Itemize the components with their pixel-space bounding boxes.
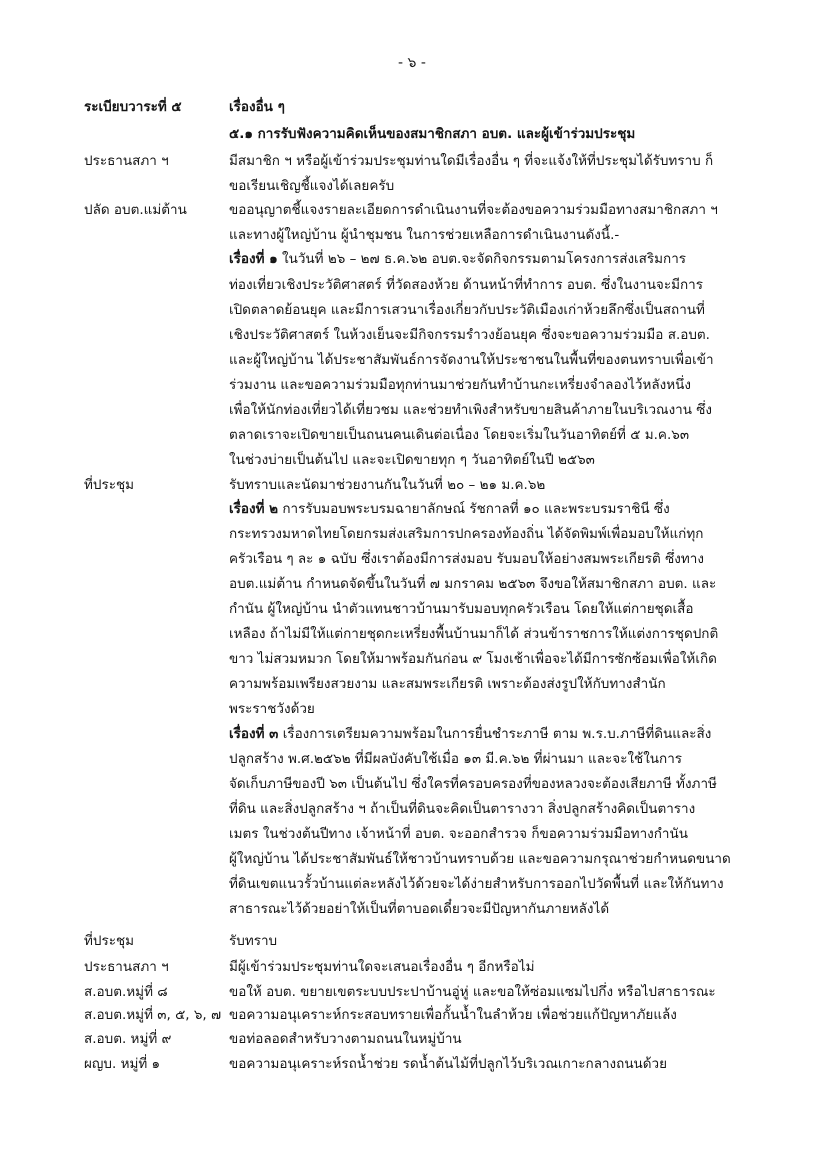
item-text: พระราชวังด้วย bbox=[229, 701, 315, 717]
item-text: สาธารณะไว้ด้วยอย่าให้เป็นที่ตาบอดเดี๋ยวจะมีปัญหากันภายหลังได้ bbox=[229, 901, 610, 917]
item-text: ท่องเที่ยวเชิงประวัติศาสตร์ ที่วัดสองห้วย ด้านหน้าที่ทำการ อบต. ซึ่งในงานจะมีการ bbox=[229, 277, 703, 293]
resolution-text: รับทราบ bbox=[229, 933, 278, 949]
item-first-line bbox=[229, 497, 670, 519]
item-text: เชิงประวัติศาสตร์ ในห้วงเย็นจะมีกิจกรรมรำวงย้อนยุค ซึ่งจะขอความร่วมมือ ส.อบต. bbox=[229, 327, 710, 343]
item-text: ปลูกสร้าง พ.ศ.๒๕๖๒ ที่มีผลบังคับใช้เมื่อ ๑๓ มี.ค.๖๒ ที่ผ่านมา และจะใช้ในการ bbox=[229, 751, 683, 767]
item-text: ในช่วงบ่ายเป็นต้นไป และจะเปิดขายทุก ๆ วันอาทิตย์ในปี ๒๕๖๓ bbox=[229, 452, 595, 468]
item-text: จัดเก็บภาษีของปี ๖๓ เป็นต้นไป ซึ่งใครที่ครอบครองที่ของหลวงจะต้องเสียภาษี ทั้งภาษี bbox=[229, 776, 717, 792]
item-text: กำนัน ผู้ใหญ่บ้าน นำตัวแทนชาวบ้านมารับมอบทุกครัวเรือน โดยให้แต่กายชุดเสื้อ bbox=[229, 601, 694, 617]
item-text: และผู้ใหญ่บ้าน ได้ประชาสัมพันธ์การจัดงานให้ประชาชนในพื้นที่ของตนทราบเพื่อเข้า bbox=[229, 352, 714, 368]
item-heading: เรื่องที่ ๒ bbox=[229, 501, 279, 517]
page-number: - ๖ - bbox=[398, 55, 426, 71]
item-text: การรับมอบพระบรมฉายาลักษณ์ รัชกาลที่ ๑๐ และพระบรมราชินี ซึ่ง bbox=[278, 501, 670, 517]
agenda-title: เรื่องอื่น ๆ bbox=[229, 99, 285, 115]
item-text: ขาว ไม่สวมหมวก โดยให้มาพร้อมกันก่อน ๙ โมงเช้าเพื่อจะได้มีการซักซ้อมเพื่อให้เกิด bbox=[229, 651, 717, 667]
request-text: ขอท่อลอดสำหรับวางตามถนนในหมู่บ้าน bbox=[229, 1031, 462, 1047]
item-text: เมตร ในช่วงต้นปีทาง เจ้าหน้าที่ อบต. จะออกสำรวจ ก็ขอความร่วมมือทางกำนัน bbox=[229, 826, 688, 842]
agenda-label: ระเบียบวาระที่ ๕ bbox=[84, 99, 182, 115]
request-label: ส.อบต.หมู่ที่ ๓, ๕, ๖, ๗ bbox=[84, 1007, 222, 1023]
item-text: ที่ดิน และสิ่งปลูกสร้าง ฯ ถ้าเป็นที่ดินจะคิดเป็นตารางวา สิ่งปลูกสร้างคิดเป็นตาราง bbox=[229, 801, 696, 817]
resolution-text: รับทราบและนัดมาช่วยงานกันในวันที่ ๒๐ – ๒๑ ม.ค.๖๒ bbox=[229, 477, 546, 493]
item-text: ที่ดินเขตแนวรั้วบ้านแต่ละหลังไว้ด้วยจะได้ง่ายสำหรับการออกไปวัดพื้นที่ และให้กันทาง bbox=[229, 876, 724, 892]
item-text: ครัวเรือน ๆ ละ ๑ ฉบับ ซึ่งเราต้องมีการส่งมอบ รับมอบให้อย่างสมพระเกียรติ ซึ่งทาง bbox=[229, 551, 704, 567]
speaker-label: ประธานสภา ฯ bbox=[84, 153, 169, 169]
item-first-line bbox=[229, 722, 711, 744]
speech-line: และทางผู้ใหญ่บ้าน ผู้นำชุมชน ในการช่วยเหลือการดำเนินงานดังนี้.- bbox=[229, 227, 620, 243]
item-text: อบต.แม่ต้าน กำหนดจัดขึ้นในวันที่ ๗ มกราคม ๒๕๖๓ จึงขอให้สมาชิกสภา อบต. และ bbox=[229, 576, 717, 592]
item-text: กระทรวงมหาดไทยโดยกรมส่งเสริมการปกครองท้องถิ่น ได้จัดพิมพ์เพื่อมอบให้แก่ทุก bbox=[229, 526, 704, 542]
item-text: ร่วมงาน และขอความร่วมมือทุกท่านมาช่วยกันทำบ้านกะเหรี่ยงจำลองไว้หลังหนึ่ง bbox=[229, 377, 691, 393]
item-text: เพื่อให้นักท่องเที่ยวได้เที่ยวชม และช่วยทำเพิงสำหรับขายสินค้าภายในบริเวณงาน ซึ่ง bbox=[229, 402, 713, 418]
item-text: ความพร้อมเพรียงสวยงาม และสมพระเกียรติ เพราะต้องส่งรูปให้กับทางสำนัก bbox=[229, 676, 666, 692]
request-label: ผญบ. หมู่ที่ ๑ bbox=[84, 1056, 161, 1072]
speaker-label: ประธานสภา ฯ bbox=[84, 959, 169, 975]
item-text: เหลือง ถ้าไม่มีให้แต่กายชุดกะเหรี่ยงพื้นบ้านมาก็ได้ ส่วนข้าราชการให้แต่งการชุดปกติ bbox=[229, 626, 719, 642]
request-label: ส.อบต. หมู่ที่ ๙ bbox=[84, 1031, 172, 1047]
item-text: ผู้ใหญ่บ้าน ได้ประชาสัมพันธ์ให้ชาวบ้านทราบด้วย และขอความกรุณาช่วยกำหนดขนาด bbox=[229, 851, 731, 867]
resolution-label: ที่ประชุม bbox=[84, 933, 135, 949]
item-text: ในวันที่ ๒๖ – ๒๗ ธ.ค.๖๒ อบต.จะจัดกิจกรรมตามโครงการส่งเสริมการ bbox=[277, 251, 687, 267]
item-text: เรื่องการเตรียมความพร้อมในการยื่นชำระภาษี ตาม พ.ร.บ.ภาษีที่ดินและสิ่ง bbox=[278, 726, 712, 742]
request-label: ส.อบต.หมู่ที่ ๘ bbox=[84, 984, 168, 1000]
item-first-line bbox=[229, 247, 686, 269]
speaker-label: ปลัด อบต.แม่ต้าน bbox=[84, 202, 187, 218]
item-text: เปิดตลาดย้อนยุค และมีการเสวนาเรื่องเกี่ยวกับประวัติเมืองเก่าห้วยลึกซึ่งเป็นสถานที่ bbox=[229, 302, 705, 318]
request-text: ขอความอนุเคราะห์กระสอบทรายเพื่อกั้นน้ำในลำห้วย เพื่อช่วยแก้ปัญหาภัยแล้ง bbox=[229, 1007, 677, 1023]
speech-line: ขอเรียนเชิญชี้แจงได้เลยครับ bbox=[229, 178, 395, 194]
resolution-label: ที่ประชุม bbox=[84, 477, 135, 493]
item-heading: เรื่องที่ ๓ bbox=[229, 726, 279, 742]
item-heading: เรื่องที่ ๑ bbox=[229, 251, 278, 267]
request-text: ขอความอนุเคราะห์รถน้ำช่วย รดน้ำต้นไม้ที่ปลูกไว้บริเวณเกาะกลางถนนด้วย bbox=[229, 1056, 668, 1072]
agenda-subtitle: ๕.๑ การรับฟังความคิดเห็นของสมาชิกสภา อบต. และผู้เข้าร่วมประชุม bbox=[229, 126, 636, 142]
item-text: ตลาดเราจะเปิดขายเป็นถนนคนเดินต่อเนื่อง โดยจะเริ่มในวันอาทิตย์ที่ ๕ ม.ค.๖๓ bbox=[229, 427, 690, 443]
request-text: ขอให้ อบต. ขยายเขตระบบประปาบ้านอู่หู่ และขอให้ซ่อมแซมไปกึ่ง หรือไปสาธารณะ bbox=[229, 984, 716, 1000]
speech-line: มีผู้เข้าร่วมประชุมท่านใดจะเสนอเรื่องอื่น ๆ อีกหรือไม่ bbox=[229, 959, 535, 975]
speech-line: ขออนุญาตชี้แจงรายละเอียดการดำเนินงานที่จะต้องขอความร่วมมือทางสมาชิกสภา ฯ bbox=[229, 202, 718, 218]
speech-line: มีสมาชิก ฯ หรือผู้เข้าร่วมประชุมท่านใดมีเรื่องอื่น ๆ ที่จะแจ้งให้ที่ประชุมได้รับทราบ ก็ bbox=[229, 153, 714, 169]
